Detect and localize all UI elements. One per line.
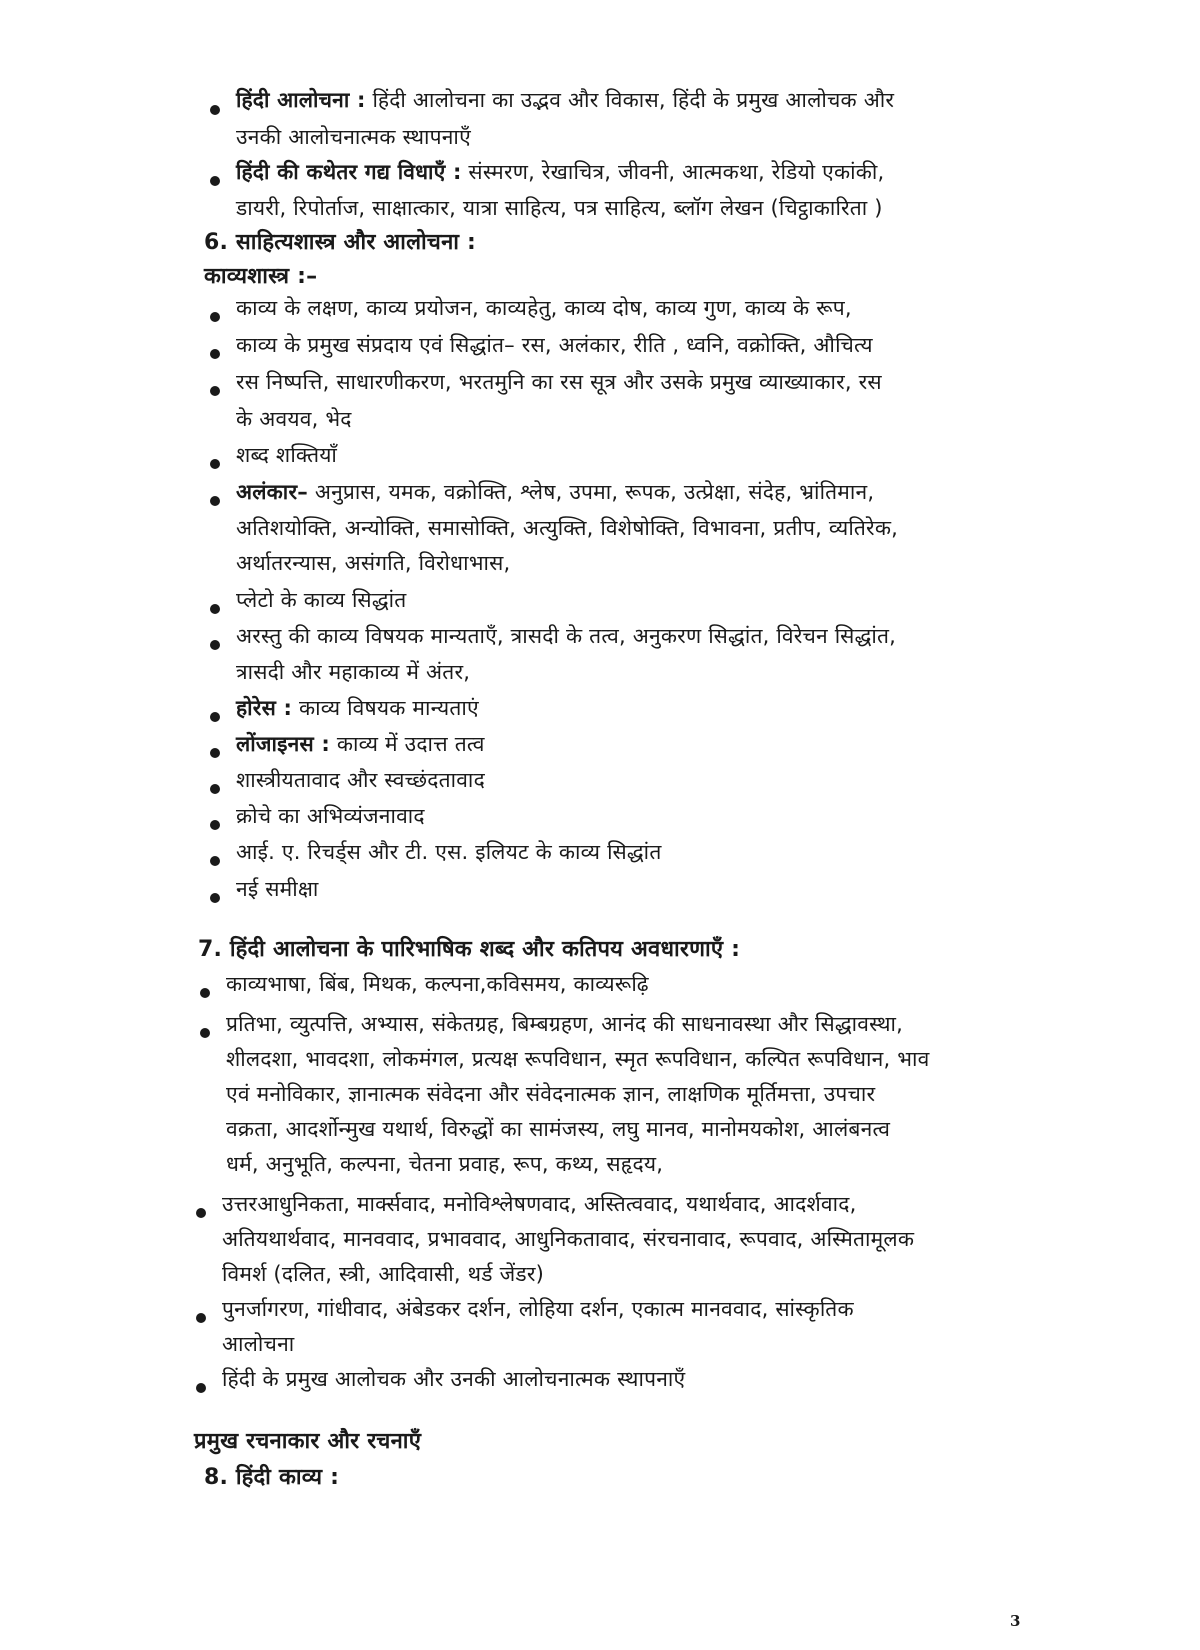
section-title: 7. हिंदी आलोचना के पारिभाषिक शब्द और कतिपय अवधारणाएँ : xyxy=(198,937,741,962)
item-text: अनुप्रास, यमक, वक्रोक्ति, श्लेष, उपमा, रूपक, उत्प्रेक्षा, संदेह, भ्रांतिमान, xyxy=(307,480,875,504)
list-item xyxy=(236,729,485,759)
list-item-continuation: आलोचना xyxy=(222,1332,295,1356)
list-item: आई. ए. रिचर्ड्स और टी. एस. इलियट के काव्य सिद्धांत xyxy=(236,840,662,864)
page-number: 3 xyxy=(1010,1612,1021,1630)
list-item xyxy=(236,85,894,115)
bullet-dot xyxy=(200,1028,210,1038)
list-item xyxy=(236,477,874,507)
list-item: प्लेटो के काव्य सिद्धांत xyxy=(236,588,407,612)
bullet-dot xyxy=(210,312,220,322)
bullet-dot xyxy=(210,712,220,722)
item-text: काव्य विषयक मान्यताएं xyxy=(292,696,479,720)
list-item: शब्द शक्तियाँ xyxy=(236,443,338,467)
list-item-continuation: अतियथार्थवाद, मानववाद, प्रभाववाद, आधुनिकतावाद, संरचनावाद, रूपवाद, अस्मितामूलक xyxy=(222,1227,915,1251)
list-item-continuation: त्रासदी और महाकाव्य में अंतर, xyxy=(236,660,471,684)
list-item-continuation: वक्रता, आदर्शोन्मुख यथार्थ, विरुद्धों का सामंजस्य, लघु मानव, मानोमयकोश, आलंबनत्व xyxy=(226,1117,891,1141)
list-item: काव्य के प्रमुख संप्रदाय एवं सिद्धांत– रस, अलंकार, रीति , ध्वनि, वक्रोक्ति, औचित्य xyxy=(236,333,873,357)
bullet-dot xyxy=(210,459,220,469)
section-subtitle: काव्यशास्त्र :– xyxy=(204,264,318,289)
list-item xyxy=(236,157,884,187)
section-heading: प्रमुख रचनाकार और रचनाएँ xyxy=(194,1429,422,1454)
bullet-dot xyxy=(210,349,220,359)
item-heading: अलंकार– xyxy=(236,480,308,504)
list-item: हिंदी के प्रमुख आलोचक और उनकी आलोचनात्मक स्थापनाएँ xyxy=(222,1367,686,1391)
list-item xyxy=(236,693,479,723)
bullet-dot xyxy=(210,820,220,830)
list-item: रस निष्पत्ति, साधारणीकरण, भरतमुनि का रस सूत्र और उसके प्रमुख व्याख्याकार, रस xyxy=(236,370,882,394)
list-item-continuation: विमर्श (दलित, स्त्री, आदिवासी, थर्ड जेंडर) xyxy=(222,1262,545,1286)
list-item-continuation: डायरी, रिपोर्ताज, साक्षात्कार, यात्रा साहित्य, पत्र साहित्य, ब्लॉग लेखन (चिट्ठाकारिता ) xyxy=(236,196,883,220)
list-item-continuation: अर्थातरन्यास, असंगति, विरोधाभास, xyxy=(236,551,511,575)
bullet-dot xyxy=(210,784,220,794)
item-heading: हिंदी आलोचना : xyxy=(236,88,366,112)
bullet-dot xyxy=(210,748,220,758)
bullet-dot xyxy=(210,856,220,866)
bullet-dot xyxy=(196,1313,206,1323)
list-item: नई समीक्षा xyxy=(236,877,319,901)
list-item: पुनर्जागरण, गांधीवाद, अंबेडकर दर्शन, लोहिया दर्शन, एकात्म मानववाद, सांस्कृतिक xyxy=(222,1297,854,1321)
list-item-continuation: उनकी आलोचनात्मक स्थापनाएँ xyxy=(236,125,471,149)
item-heading: लोंजाइनस : xyxy=(236,732,330,756)
item-text: संस्मरण, रेखाचित्र, जीवनी, आत्मकथा, रेडियो एकांकी, xyxy=(461,160,885,184)
list-item-continuation: धर्म, अनुभूति, कल्पना, चेतना प्रवाह, रूप, कथ्य, सहृदय, xyxy=(226,1152,664,1176)
list-item-continuation: अतिशयोक्ति, अन्योक्ति, समासोक्ति, अत्युक्ति, विशेषोक्ति, विभावना, प्रतीप, व्यतिरेक, xyxy=(236,516,899,540)
bullet-dot xyxy=(200,988,210,998)
section-subheading: 8. हिंदी काव्य : xyxy=(204,1465,340,1490)
list-item-continuation: एवं मनोविकार, ज्ञानात्मक संवेदना और संवेदनात्मक ज्ञान, लाक्षणिक मूर्तिमत्ता, उपचार xyxy=(226,1082,876,1106)
list-item: अरस्तु की काव्य विषयक मान्यताएँ, त्रासदी के तत्व, अनुकरण सिद्धांत, विरेचन सिद्धांत, xyxy=(236,624,897,648)
list-item: काव्यभाषा, बिंब, मिथक, कल्पना,कविसमय, काव्यरूढ़ि xyxy=(226,972,649,996)
list-item: शास्त्रीयतावाद और स्वच्छंदतावाद xyxy=(236,768,485,792)
bullet-dot xyxy=(196,1208,206,1218)
item-text: काव्य में उदात्त तत्व xyxy=(329,732,485,756)
item-heading: हिंदी की कथेतर गद्य विधाएँ : xyxy=(236,160,462,184)
bullet-dot xyxy=(210,893,220,903)
list-item: उत्तरआधुनिकता, मार्क्सवाद, मनोविश्लेषणवाद, अस्तित्ववाद, यथार्थवाद, आदर्शवाद, xyxy=(222,1192,857,1216)
bullet-dot xyxy=(210,105,220,115)
bullet-dot xyxy=(196,1383,206,1393)
list-item: काव्य के लक्षण, काव्य प्रयोजन, काव्यहेतु, काव्य दोष, काव्य गुण, काव्य के रूप, xyxy=(236,296,852,320)
bullet-dot xyxy=(210,176,220,186)
item-text: हिंदी आलोचना का उद्भव और विकास, हिंदी के प्रमुख आलोचक और xyxy=(365,88,895,112)
list-item: क्रोचे का अभिव्यंजनावाद xyxy=(236,804,425,828)
bullet-dot xyxy=(210,496,220,506)
section-title: 6. साहित्यशास्त्र और आलोचना : xyxy=(204,230,477,255)
bullet-dot xyxy=(210,386,220,396)
list-item-continuation: शीलदशा, भावदशा, लोकमंगल, प्रत्यक्ष रूपविधान, स्मृत रूपविधान, कल्पित रूपविधान, भाव xyxy=(226,1047,930,1071)
list-item-continuation: के अवयव, भेद xyxy=(236,407,352,431)
bullet-dot xyxy=(210,604,220,614)
list-item: प्रतिभा, व्युत्पत्ति, अभ्यास, संकेतग्रह, बिम्बग्रहण, आनंद की साधनावस्था और सिद्धावस्था, xyxy=(226,1012,904,1036)
item-heading: होरेस : xyxy=(236,696,293,720)
bullet-dot xyxy=(210,640,220,650)
